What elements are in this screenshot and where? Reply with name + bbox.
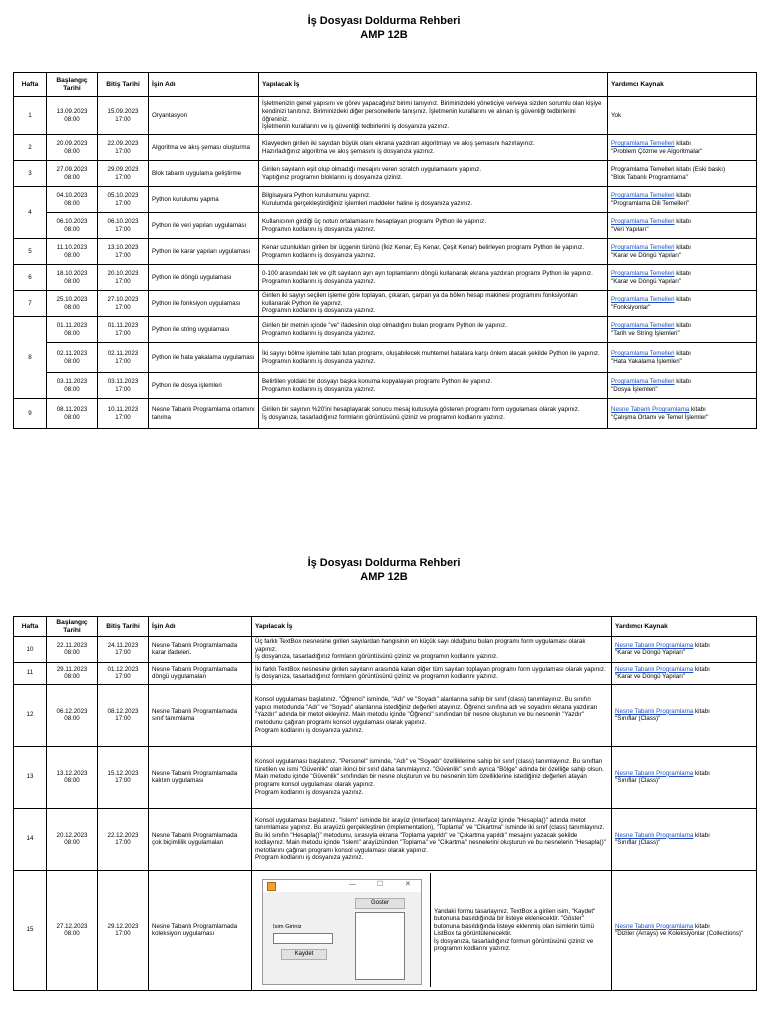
task-name: Python ile hata yakalama uygulaması xyxy=(149,343,259,373)
start-date: 06.12.2023 08:00 xyxy=(47,684,98,746)
task-name: Python ile fonksiyon uygulaması xyxy=(149,291,259,317)
week-number: 1 xyxy=(14,97,47,135)
resource-book-link[interactable]: Programlama Temelleri xyxy=(611,243,675,251)
week-number: 5 xyxy=(14,239,47,265)
resource-text: kitabı "Karar ve Döngü Yapıları" xyxy=(611,269,692,285)
end-date: 01.12.2023 17:00 xyxy=(98,662,149,684)
start-date: 03.11.2023 08:00 xyxy=(47,373,98,399)
resource-cell xyxy=(612,662,757,684)
resource-book-link[interactable]: Nesne Tabanlı Programlama xyxy=(615,641,694,649)
resource-text: kitabı "Dosya İşlemleri" xyxy=(611,377,692,393)
resource-text: kitabı "Tarih ve String İşlemleri" xyxy=(611,321,692,337)
document-subtitle-2: AMP 12B xyxy=(360,571,408,583)
start-date: 25.10.2023 08:00 xyxy=(47,291,98,317)
resource-text: kitabı "Fonksiyonlar" xyxy=(611,295,692,311)
document-subtitle: AMP 12B xyxy=(360,29,408,41)
resource-cell xyxy=(608,213,757,239)
task-name: Python ile karar yapıları uygulaması xyxy=(149,239,259,265)
resource-cell xyxy=(612,870,757,990)
task-description: Konsol uygulaması başlatınız. "Öğrenci" isminde, "Adı" ve "Soyadı" alanlarına sahip bir sınıf (class) tanımlayınız. Bu sınıfın yapıcı metodunda "Adı" ve "Soyadı" alanlarına istediğiniz değerleri atayınız. Öğrenci sınıfına adı ve soyadını ekrana yazdıran "Yazdır" adında bir metot ekleyiniz. Main metodu içinde "Öğrenci" sınıfından bir nesne oluşturun ve bu nesnenin "Yazdır" metodunu çağıran programı konsol uygulaması olarak yapınız. Program kodlarını iş dosyanıza yazınız. xyxy=(252,684,612,746)
task-description: Bilgisayara Python kurulumunu yapınız. Kurulumda gerçekleştirdiğiniz işlemleri maddeler haline iş dosyanıza yazınız. xyxy=(259,187,608,213)
table-row xyxy=(14,808,757,870)
document-title: İş Dosyası Doldurma Rehberi xyxy=(307,15,461,27)
resource-cell xyxy=(612,746,757,808)
save-button[interactable]: Kaydet xyxy=(281,949,327,960)
form-screenshot xyxy=(252,873,431,987)
table-row xyxy=(14,662,757,684)
end-date: 13.10.2023 17:00 xyxy=(98,239,149,265)
start-date: 20.09.2023 08:00 xyxy=(47,135,98,161)
task-description: 0-100 arasındaki tek ve çift sayıların ayrı ayrı toplamlarını döngü kullanarak ekrana yazdıran programı Python ile yapınız. Programın kodlarını iş dosyanıza yazınız. xyxy=(259,265,608,291)
header-resource: Yardımcı Kaynak xyxy=(608,73,757,97)
task-name: Python kurulumu yapma xyxy=(149,187,259,213)
resource-text: kitabı "Çalışma Ortamı ve Temel İşlemler" xyxy=(611,405,709,421)
resource-book-link[interactable]: Nesne Tabanlı Programlama xyxy=(615,922,694,930)
resource-cell xyxy=(612,684,757,746)
window-titlebar xyxy=(263,880,421,892)
task-name: Nesne Tabanlı Programlamada çok biçimlilik uygulamaları xyxy=(149,808,252,870)
start-date: 13.12.2023 08:00 xyxy=(47,746,98,808)
task-description: Girilen iki sayıyı seçilen işleme göre toplayan, çıkaran, çarpan ya da bölen hesap makinesi programını fonksiyonları kullanarak Python ile yapınız. Programın kodlarını iş dosyanıza yazınız. xyxy=(259,291,608,317)
header-task: Yapılacak İş xyxy=(252,617,612,637)
task-description: Kenar uzunlukları girilen bir üçgenin türünü (İkiz Kenar, Eş Kenar, Çeşit Kenar) belirleyen programı Python ile yapınız. Programın kodlarını iş dosyanıza yazınız. xyxy=(259,239,608,265)
task-description: Konsol uygulaması başlatınız. "Islem" isminde bir arayüz (interface) tanımlayınız. Arayüz içinde "Hesapla()" adında metot tanımlaması yapınız. Bu arayüzü gerçekleştiren (implementation), "Toplama" ve "Cikartma" isminde iki sınıf (class) tanımlayınız. Bu iki sınıfın "Hesapla()" metodunu, sırasıyla ekrana "Toplama yapıldı" ve "Çıkartma yapıldı" mesajını yazacak şekilde kodlayınız. Main metodu içinde "Islem" arayüzünden "Toplama" ve "Cikartma" nesnelerini oluşturun ve bu nesnelerin "Hesapla()" metotlarını çağıran programı konsol uygulaması olarak yapınız. Program kodlarını iş dosyanıza yazınız. xyxy=(252,808,612,870)
start-date: 20.12.2023 08:00 xyxy=(47,808,98,870)
table-row xyxy=(14,187,757,213)
week-number: 10 xyxy=(14,637,47,663)
week-number: 3 xyxy=(14,161,47,187)
task-description: İki farklı TextBox nesnesine girilen sayıların arasında kalan diğer tüm sayıları toplayan programı form uygulaması olarak yapınız. İş dosyanıza, tasarladığınız formların görüntüsünü çiziniz ve programın kodlarını yazınız. xyxy=(252,662,612,684)
resource-text: kitabı "Karar ve Döngü Yapıları" xyxy=(611,243,692,259)
resource-cell xyxy=(608,161,757,187)
schedule-table-1 xyxy=(13,72,757,429)
week-number: 11 xyxy=(14,662,47,684)
end-date: 08.12.2023 17:00 xyxy=(98,684,149,746)
task-name: Nesne Tabanlı Programlamada döngü uygulamaları xyxy=(149,662,252,684)
header-week: Hafta xyxy=(14,73,47,97)
table-row xyxy=(14,97,757,135)
resource-cell xyxy=(608,291,757,317)
start-date: 18.10.2023 08:00 xyxy=(47,265,98,291)
end-date: 03.11.2023 17:00 xyxy=(98,373,149,399)
start-date: 13.09.2023 08:00 xyxy=(47,97,98,135)
table-row xyxy=(14,746,757,808)
task-name: Python ile veri yapıları uygulaması xyxy=(149,213,259,239)
start-date: 01.11.2023 08:00 xyxy=(47,317,98,343)
week-number: 15 xyxy=(14,870,47,990)
task-description: Girilen sayıların eşit olup olmadığı mesajını veren scratch uygulamasını yapınız. Yaptığınız programın bloklarını iş dosyanıza çiziniz. xyxy=(259,161,608,187)
task-description: Konsol uygulaması başlatınız. "Personel" isminde, "Adı" ve "Soyadı" özelliklerine sahip bir sınıf (class) tanımlayınız. Bu sınıftan türetilen ve ismi "Güvenlik" olan ikinci bir sınıf daha tanımlayınız. "Güvenlik" sınıfı ayrıca "Bölge" adında bir özelliğe sahip olsun. Main metodu içinde "Güvenlik" sınıfından bir nesne oluşturun ve bu nesnenin tüm özelliklerine istediğiniz değerleri atayan programı konsol uygulaması olarak yapınız. Program kodlarını iş dosyanıza yazınız. xyxy=(252,746,612,808)
resource-cell xyxy=(608,317,757,343)
resource-text: kitabı "Karar ve Döngü Yapıları" xyxy=(615,641,710,657)
end-date: 10.11.2023 17:00 xyxy=(98,399,149,429)
start-date: 02.11.2023 08:00 xyxy=(47,343,98,373)
table-row xyxy=(14,317,757,343)
resource-book-link[interactable]: Programlama Temelleri xyxy=(611,349,675,357)
end-date: 20.10.2023 17:00 xyxy=(98,265,149,291)
task-description: İşletmenizin genel yapısını ve görev yapacağınız birimi tanıyınız. Biriminizdeki yöneticiye ve/veya sizden sorumlu olan kişiye kendinizi tanıtınız. Biriminizdeki diğer personellerle tanışınız. İşletmenin kurallarını ve alınan iş güvenliği tedbirlerini öğreniniz. İşletmenin kurallarını ve iş güvenliği tedbirlerini iş dosyanıza yazınız. xyxy=(259,97,608,135)
week-number: 14 xyxy=(14,808,47,870)
end-date: 05.10.2023 17:00 xyxy=(98,187,149,213)
end-date: 24.11.2023 17:00 xyxy=(98,637,149,663)
task-description: Klavyeden girilen iki sayıdan büyük olanı ekrana yazdıran algoritmayı ve akış şemasını hazırlayınız. Hazırladığınız algoritma ve akış şemasını iş dosyanıza yazınız. xyxy=(259,135,608,161)
task-name: Nesne Tabanlı Programlamada kalıtım uygulaması xyxy=(149,746,252,808)
close-icon[interactable]: ✕ xyxy=(405,881,411,889)
header-task-name: İşin Adı xyxy=(149,617,252,637)
start-date: 27.09.2023 08:00 xyxy=(47,161,98,187)
start-date: 29.11.2023 08:00 xyxy=(47,662,98,684)
resource-text: Yok xyxy=(611,111,622,119)
resource-cell xyxy=(608,135,757,161)
start-date: 22.11.2023 08:00 xyxy=(47,637,98,663)
table-row xyxy=(14,684,757,746)
task-name: Nesne Tabanlı Programlamada karar ifadeleri. xyxy=(149,637,252,663)
resource-cell xyxy=(608,97,757,135)
resource-text: kitabı "Sınıflar (Class)" xyxy=(615,831,710,847)
resource-cell xyxy=(612,808,757,870)
table-row xyxy=(14,135,757,161)
table-row xyxy=(14,161,757,187)
resource-cell xyxy=(608,239,757,265)
resource-cell xyxy=(608,399,757,429)
header-end-date: Bitiş Tarihi xyxy=(98,617,149,637)
resource-text: kitabı "Programlama Dili Temelleri" xyxy=(611,191,692,207)
resource-text: kitabı "Karar ve Döngü Yapıları" xyxy=(615,665,710,681)
task-description: Üç farklı TextBox nesnesine girilen sayılardan hangisinin en küçük sayı olduğunu bulan programı form uygulaması olarak yapınız. İş dosyanıza, tasarladığınız formların görüntüsünü çiziniz ve programın kodlarını yazınız. xyxy=(252,637,612,663)
resource-book-link[interactable]: Programlama Temelleri xyxy=(611,191,675,199)
table-row xyxy=(14,213,757,239)
table-row xyxy=(14,239,757,265)
task-name: Blok tabanlı uygulama geliştirme xyxy=(149,161,259,187)
task-name: Oryantasyon xyxy=(149,97,259,135)
minimize-icon[interactable]: — xyxy=(349,881,356,889)
task-name: Algoritma ve akış şeması oluşturma xyxy=(149,135,259,161)
table-row xyxy=(14,637,757,663)
maximize-icon[interactable]: ☐ xyxy=(377,881,384,889)
resource-text: kitabı "Hata Yakalama İşlemleri" xyxy=(611,349,692,365)
resource-book-link[interactable]: Programlama Temelleri xyxy=(611,139,675,147)
resource-book-link[interactable]: Programlama Temelleri xyxy=(611,295,675,303)
resource-cell xyxy=(612,637,757,663)
week-number: 8 xyxy=(14,317,47,399)
end-date: 02.11.2023 17:00 xyxy=(98,343,149,373)
resource-cell xyxy=(608,343,757,373)
table-header-row xyxy=(14,617,757,637)
document-title-2: İş Dosyası Doldurma Rehberi xyxy=(307,557,461,569)
header-week: Hafta xyxy=(14,617,47,637)
resource-book-link[interactable]: Programlama Temelleri xyxy=(611,217,675,225)
week-number: 13 xyxy=(14,746,47,808)
week-number: 2 xyxy=(14,135,47,161)
task-name: Nesne Tabanlı Programlamada koleksiyon uygulaması xyxy=(149,870,252,990)
week-number: 9 xyxy=(14,399,47,429)
resource-text: kitabı "Sınıflar (Class)" xyxy=(615,707,710,723)
header-task-name: İşin Adı xyxy=(149,73,259,97)
resource-book-link[interactable]: Nesne Tabanlı Programlama xyxy=(615,831,694,839)
start-date: 11.10.2023 08:00 xyxy=(47,239,98,265)
header-start-date: Başlangıç Tarihi xyxy=(47,73,98,97)
task-name: Python ile string uygulaması xyxy=(149,317,259,343)
end-date: 15.09.2023 17:00 xyxy=(98,97,149,135)
resource-book-link[interactable]: Programlama Temelleri xyxy=(611,321,675,329)
resource-text: kitabı "Problem Çözme ve Algoritmalar" xyxy=(611,139,703,155)
task-description: Girilen bir metnin içinde "ve" ifadesinin olup olmadığını bulan programı Python ile yapınız. Programın kodlarını iş dosyanıza yazınız. xyxy=(259,317,608,343)
start-date: 27.12.2023 08:00 xyxy=(47,870,98,990)
resource-book-link[interactable]: Nesne Tabanlı Programlama xyxy=(615,707,694,715)
start-date: 08.11.2023 08:00 xyxy=(47,399,98,429)
end-date: 22.12.2023 17:00 xyxy=(98,808,149,870)
task-description: Girilen bir sayının %20'ini hesaplayarak sonucu mesaj kutusuyla gösteren programı form uygulaması olarak yapınız. İş dosyanıza, tasarladığınız formların görüntüsünü çiziniz ve programın kodlarını yazınız. xyxy=(259,399,608,429)
show-button[interactable]: Goster xyxy=(355,898,405,909)
schedule-table-2 xyxy=(13,616,757,991)
table-row xyxy=(14,399,757,429)
resource-cell xyxy=(608,187,757,213)
task-description xyxy=(252,870,612,990)
name-label: Isim Giriniz xyxy=(273,924,302,931)
resource-text: kitabı "Diziler (Arrays) ve Koleksiyonlar (Collections)" xyxy=(615,922,744,938)
header-resource: Yardımcı Kaynak xyxy=(612,617,757,637)
header-start-date: Başlangıç Tarihi xyxy=(47,617,98,637)
table-row xyxy=(14,291,757,317)
end-date: 29.12.2023 17:00 xyxy=(98,870,149,990)
end-date: 01.11.2023 17:00 xyxy=(98,317,149,343)
end-date: 06.10.2023 17:00 xyxy=(98,213,149,239)
header-end-date: Bitiş Tarihi xyxy=(98,73,149,97)
table-row xyxy=(14,870,757,990)
week-number: 12 xyxy=(14,684,47,746)
resource-cell xyxy=(608,265,757,291)
resource-cell xyxy=(608,373,757,399)
end-date: 27.10.2023 17:00 xyxy=(98,291,149,317)
start-date: 06.10.2023 08:00 xyxy=(47,213,98,239)
table-row xyxy=(14,265,757,291)
header-task: Yapılacak İş xyxy=(259,73,608,97)
task-name: Nesne Tabanlı Programlama ortamını tanıma xyxy=(149,399,259,429)
task-name: Python ile dosya işlemleri xyxy=(149,373,259,399)
end-date: 22.09.2023 17:00 xyxy=(98,135,149,161)
resource-book-link[interactable]: Nesne Tabanlı Programlama xyxy=(615,665,694,673)
table-row xyxy=(14,343,757,373)
name-input[interactable] xyxy=(273,933,333,944)
resource-text: kitabı "Veri Yapıları" xyxy=(611,217,692,233)
task-description: İki sayıyı bölme işlemine tabi tutan programı, oluşabilecek muhtemel hatalara karşı önlem alacak şekilde Python ile yapınız. Programın kodlarını iş dosyanıza yazınız. xyxy=(259,343,608,373)
table-row xyxy=(14,373,757,399)
app-icon xyxy=(267,882,276,891)
start-date: 04.10.2023 08:00 xyxy=(47,187,98,213)
table-header-row xyxy=(14,73,757,97)
task-name: Nesne Tabanlı Programlamada sınıf tanımlama xyxy=(149,684,252,746)
resource-book-link[interactable]: Nesne Tabanlı Programlama xyxy=(615,769,694,777)
week-number: 7 xyxy=(14,291,47,317)
form-task-text: Yandaki formu tasarlayınız. TextBox a girilen isim, "Kaydet" butonuna basıldığında bir listeye eklenecektir. "Göster" butonuna basıldığında listeye eklenmiş olan isimlerin tümü ListBox ta görüntülenecektir. İş dosyanıza, tasarladığınız formun görüntüsünü çiziniz ve programın kodlarını yazınız. xyxy=(434,907,596,953)
week-number: 6 xyxy=(14,265,47,291)
form-window xyxy=(262,879,422,985)
end-date: 29.09.2023 17:00 xyxy=(98,161,149,187)
resource-text: kitabı "Sınıflar (Class)" xyxy=(615,769,710,785)
end-date: 15.12.2023 17:00 xyxy=(98,746,149,808)
resource-book-link[interactable]: Programlama Temelleri xyxy=(611,269,675,277)
task-description: Kullanıcının girdiği üç notun ortalamasını hesaplayan programı Python ile yapınız. Programın kodlarını iş dosyanıza yazınız. xyxy=(259,213,608,239)
week-number: 4 xyxy=(14,187,47,239)
task-name: Python ile döngü uygulaması xyxy=(149,265,259,291)
names-listbox[interactable] xyxy=(355,912,405,980)
resource-book-link[interactable]: Nesne Tabanlı Programlama xyxy=(611,405,690,413)
task-description: Belirtilen yoldaki bir dosyayı başka konuma kopyalayan programı Python ile yapınız. Programın kodlarını iş dosyanıza yazınız. xyxy=(259,373,608,399)
resource-book-link[interactable]: Programlama Temelleri xyxy=(611,377,675,385)
resource-text: Programlama Temelleri kitabı (Eski baskı) "Blok Tabanlı Programlama" xyxy=(611,165,726,181)
